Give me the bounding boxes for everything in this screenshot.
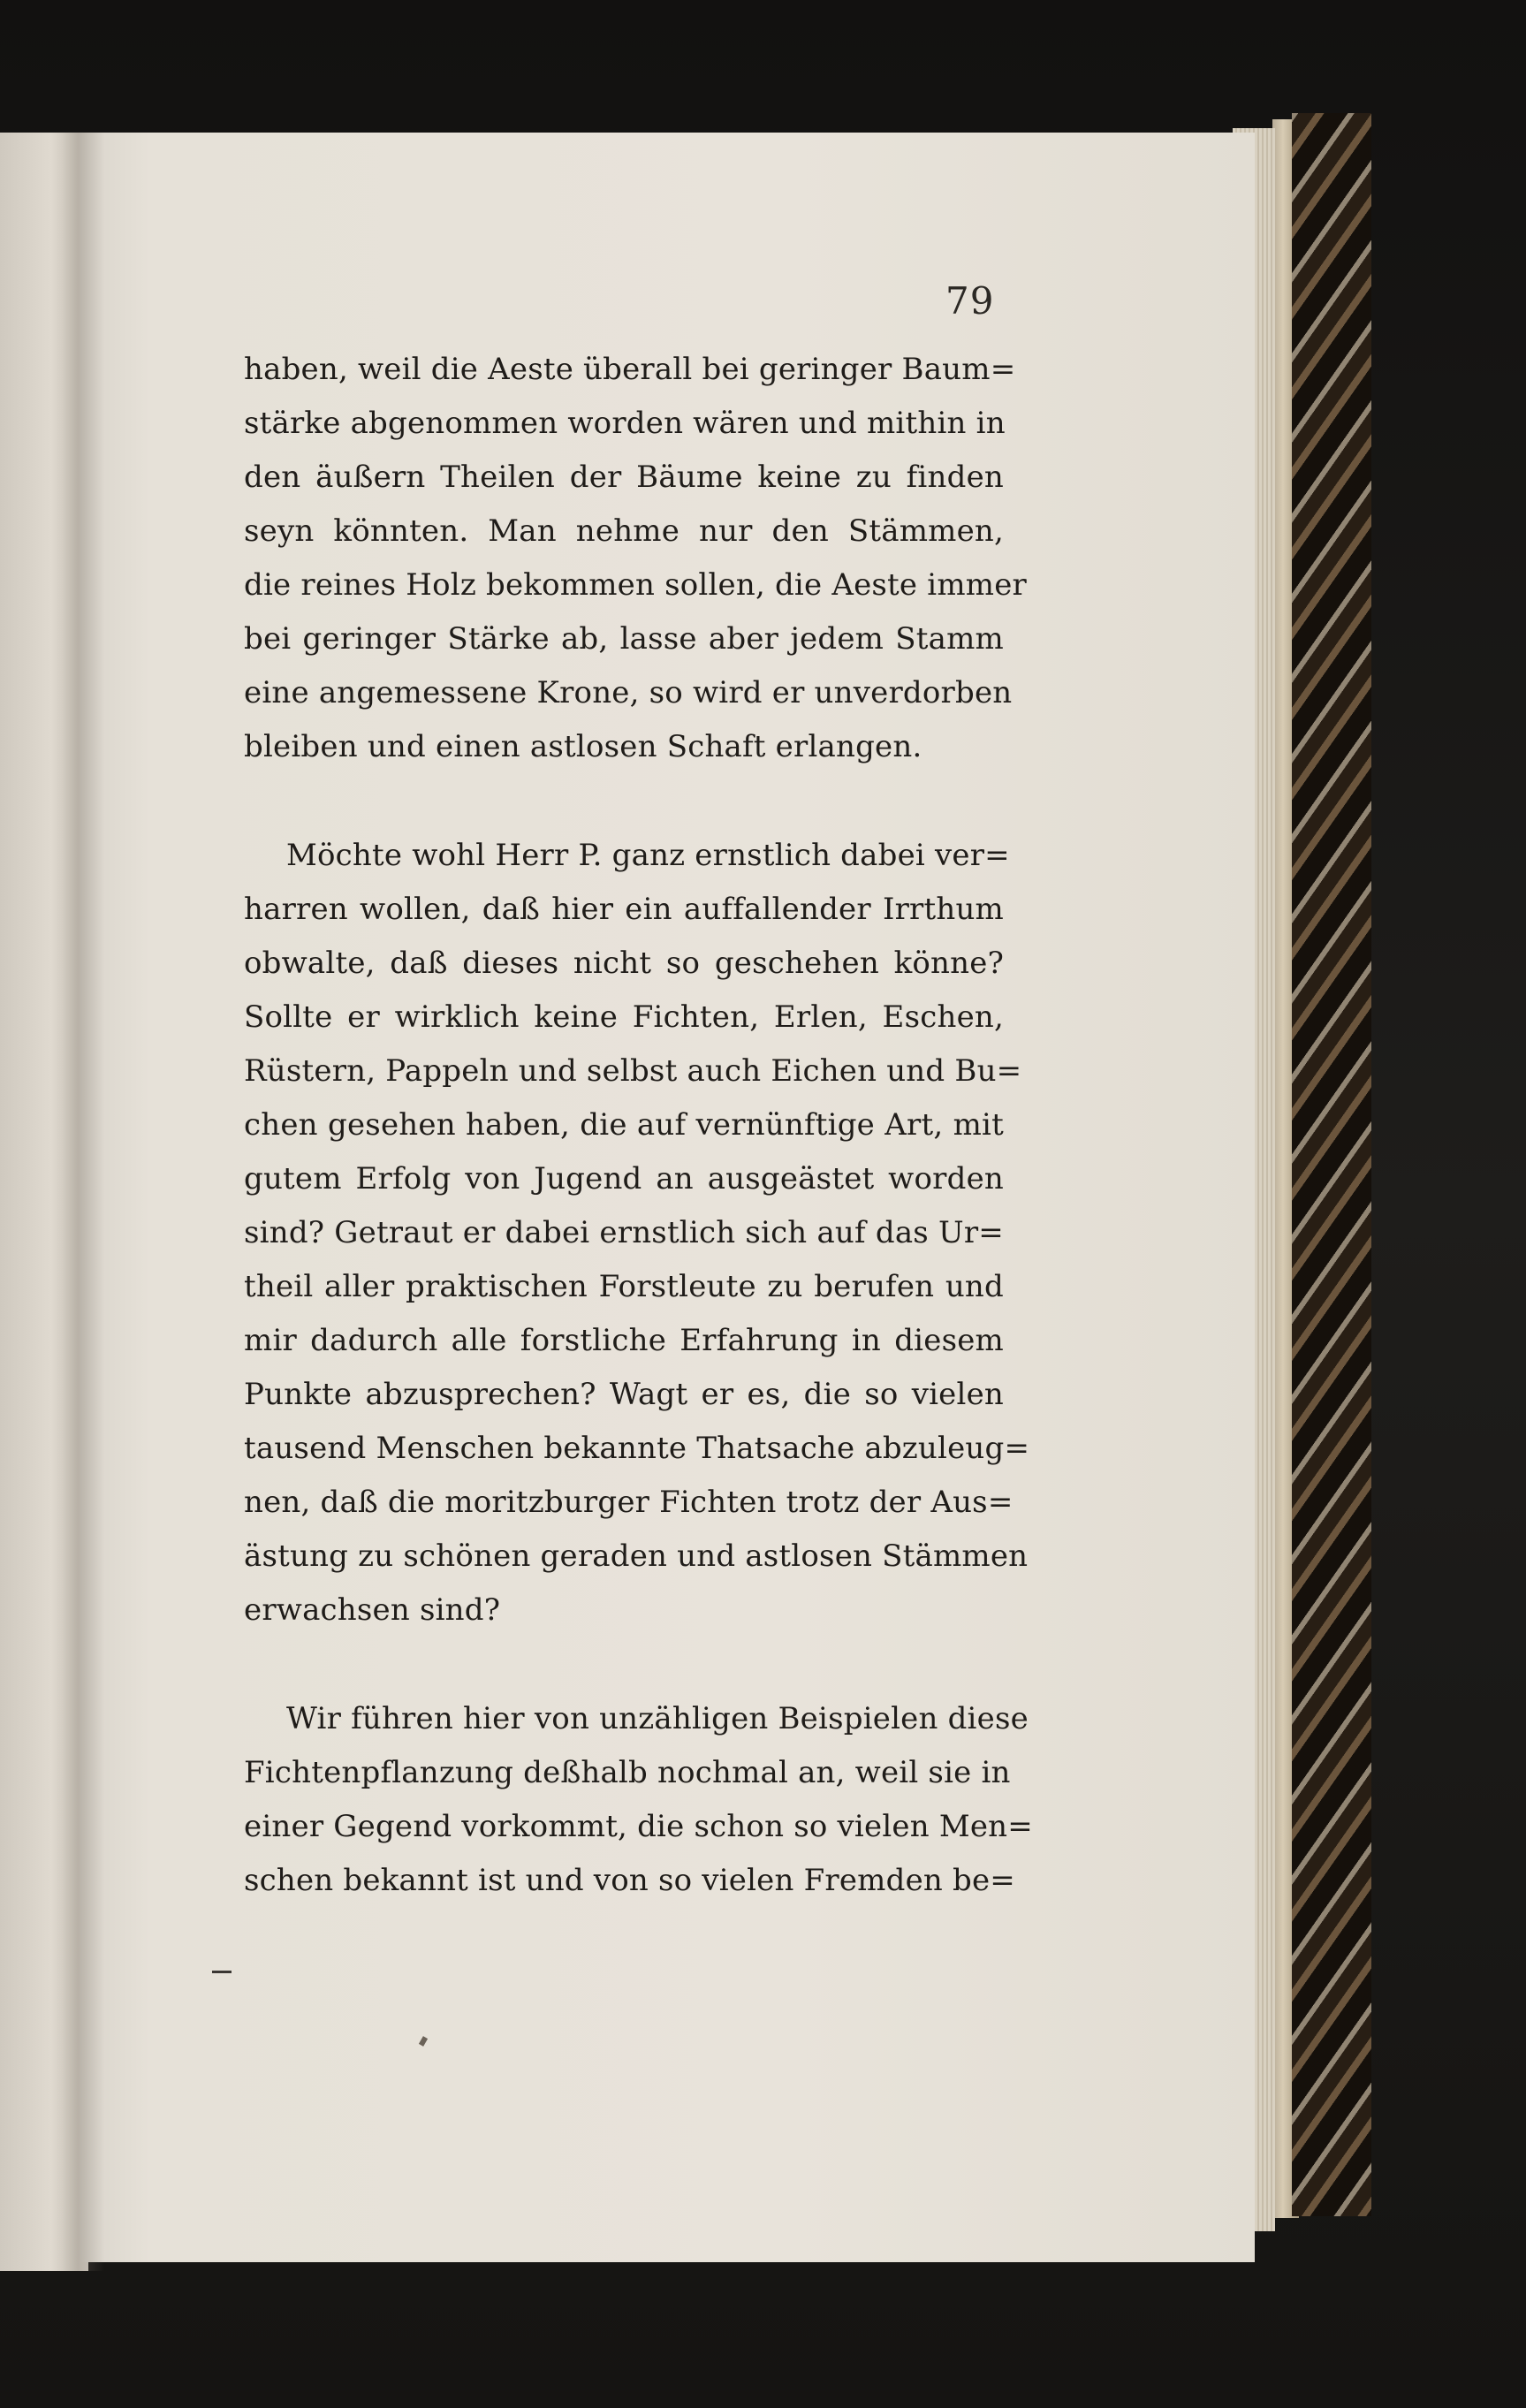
paragraph-gap bbox=[244, 1637, 1004, 1692]
text-line: schen bekannt ist und von so vielen Fremden be= bbox=[244, 1863, 1015, 1898]
text-line: sind? Getraut er dabei ernstlich sich auf das Ur= bbox=[244, 1215, 1004, 1250]
marbled-cover bbox=[1292, 113, 1371, 2216]
text-line: Punkte abzusprechen? Wagt er es, die so vielen bbox=[244, 1377, 1004, 1412]
paragraph-2 bbox=[244, 829, 1030, 1637]
text-line: die reines Holz bekommen sollen, die Aeste immer bbox=[244, 567, 1027, 603]
paragraph-gap bbox=[244, 774, 1004, 829]
text-line: Fichtenpflanzung deßhalb nochmal an, weil sie in bbox=[244, 1755, 1011, 1790]
paragraph-3 bbox=[244, 1692, 1033, 1908]
text-line: erwachsen sind? bbox=[244, 1592, 501, 1628]
text-line: Möchte wohl Herr P. ganz ernstlich dabei ver= bbox=[286, 838, 1010, 873]
text-line: stärke abgenommen worden wären und mithin in bbox=[244, 406, 1006, 441]
page-gutter bbox=[51, 133, 104, 2271]
text-line: seyn könnten. Man nehme nur den Stämmen, bbox=[244, 513, 1004, 549]
text-line: bei geringer Stärke ab, lasse aber jedem Stamm bbox=[244, 621, 1004, 657]
text-line: chen gesehen haben, die auf vernünftige Art, mit bbox=[244, 1107, 1004, 1143]
text-line: Rüstern, Pappeln und selbst auch Eichen und Bu= bbox=[244, 1053, 1022, 1089]
paragraph-1 bbox=[244, 343, 1027, 774]
text-line: theil aller praktischen Forstleute zu berufen und bbox=[244, 1269, 1004, 1304]
text-line: nen, daß die moritzburger Fichten trotz der Aus= bbox=[244, 1485, 1014, 1520]
text-line: ästung zu schönen geraden und astlosen Stämmen bbox=[244, 1538, 1029, 1574]
page-number: 79 bbox=[945, 279, 995, 323]
text-line: eine angemessene Krone, so wird er unverdorben bbox=[244, 675, 1013, 710]
text-line: tausend Menschen bekannte Thatsache abzuleug= bbox=[244, 1431, 1030, 1466]
text-line: Wir führen hier von unzähligen Beispielen diese bbox=[286, 1701, 1029, 1736]
margin-dash-mark bbox=[212, 1971, 232, 1973]
text-line: haben, weil die Aeste überall bei geringer Baum= bbox=[244, 352, 1016, 387]
text-line: den äußern Theilen der Bäume keine zu finden bbox=[244, 460, 1004, 495]
text-line: Sollte er wirklich keine Fichten, Erlen, Eschen, bbox=[244, 999, 1004, 1035]
text-line: einer Gegend vorkommt, die schon so vielen Men= bbox=[244, 1809, 1033, 1844]
text-line: mir dadurch alle forstliche Erfahrung in diesem bbox=[244, 1323, 1004, 1358]
text-line: obwalte, daß dieses nicht so geschehen könne? bbox=[244, 946, 1004, 981]
text-line: harren wollen, daß hier ein auffallender Irrthum bbox=[244, 892, 1004, 927]
page-text bbox=[244, 343, 1033, 1908]
text-line: gutem Erfolg von Jugend an ausgeästet worden bbox=[244, 1161, 1004, 1196]
text-line: bleiben und einen astlosen Schaft erlangen. bbox=[244, 729, 922, 764]
